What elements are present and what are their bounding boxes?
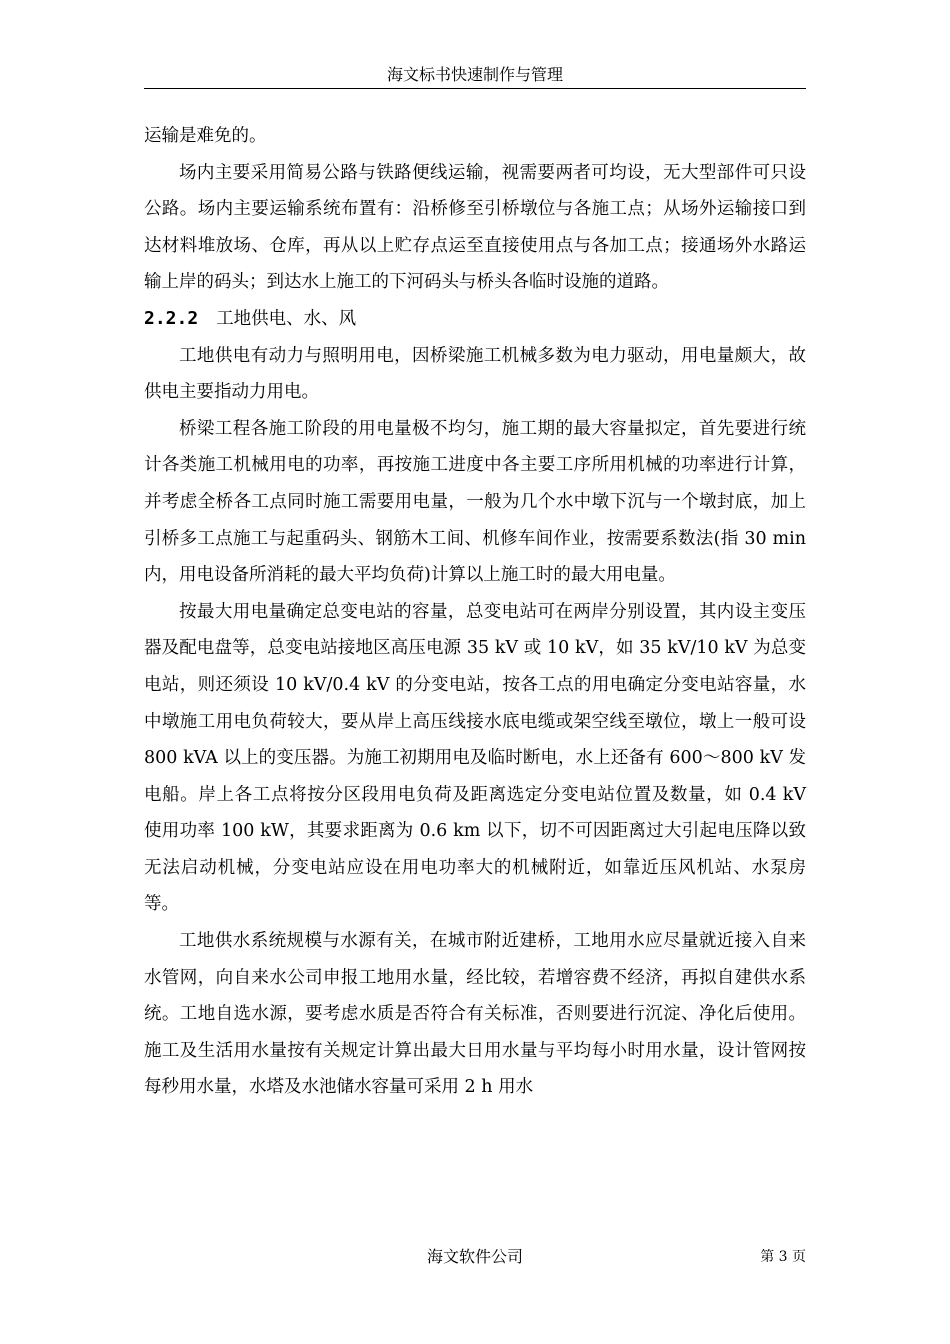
paragraph-power-intro: 工地供电有动力与照明用电，因桥梁施工机械多数为电力驱动，用电量颇大，故供电主要指动力用电。 — [144, 345, 806, 403]
paragraph-continued: 运输是难免的。 — [144, 126, 267, 146]
page-number: 第 3 页 — [760, 1249, 806, 1265]
paragraph-power-load: 桥梁工程各施工阶段的用电量极不均匀，施工期的最大容量拟定，首先要进行统计各类施工机械用电的功率，再按施工进度中各主要工序所用机械的功率进行计算，并考虑全桥各工点同时施工需要用电量，一般为几个水中墩下沉与一个墩封底，加上引桥多工点施工与起重码头、钢筋木工间、机修车间作业，按需要系数法(指 30 min 内，用电设备所消耗的最大平均负荷)计算以上施工时的最大用电量。 — [144, 418, 806, 586]
paragraph-substation: 按最大用电量确定总变电站的容量，总变电站可在两岸分别设置，其内设主变压器及配电盘等，总变电站接地区高压电源 35 kV 或 10 kV，如 35 kV/10 kV 为总变电站，则还须设 10 kV/0.4 kV 的分变电站，按各工点的用电确定分变电站容量，水中墩施工用电负荷较大，要从岸上高压线接水底电缆或架空线至墩位，墩上一般可设 800 kVA 以上的变压器。为施工初期用电及临时断电，水上还备有 600～800 kV 发电船。岸上各工点将按分区段用电负荷及距离选定分变电站位置及数量，如 0.4 kV 使用功率 100 kW，其要求距离为 0.6 km 以下，切不可因距离过大引起电压降以致无法启动机械，分变电站应设在用电功率大的机械附近，如靠近压风机站、水泵房等。 — [144, 601, 806, 915]
paragraph-transport: 场内主要采用简易公路与铁路便线运输，视需要两者可均设，无大型部件可只设公路。场内主要运输系统布置有：沿桥修至引桥墩位与各施工点；从场外运输接口到达材料堆放场、仓库，再从以上贮存点运至直接使用点与各加工点；接通场外水路运输上岸的码头；到达水上施工的下河码头与桥头各临时设施的道路。 — [144, 162, 806, 293]
document-body — [144, 118, 806, 1106]
page-header-title: 海文标书快速制作与管理 — [386, 65, 563, 84]
paragraph-water-supply: 工地供水系统规模与水源有关，在城市附近建桥，工地用水应尽量就近接入自来水管网，向自来水公司申报工地用水量，经比较，若增容费不经济，再拟自建供水系统。工地自选水源，要考虑水质是否符合有关标准，否则要进行沉淀、净化后使用。施工及生活用水量按有关规定计算出最大日用水量与平均每小时用水量，设计管网按每秒用水量，水塔及水池储水容量可采用 2 h 用水 — [144, 931, 806, 1098]
section-title: 工地供电、水、风 — [216, 308, 357, 329]
section-number: 2.2.2 — [144, 307, 199, 329]
footer-company: 海文软件公司 — [426, 1247, 523, 1266]
section-heading — [144, 301, 806, 338]
header-rule — [144, 88, 806, 89]
